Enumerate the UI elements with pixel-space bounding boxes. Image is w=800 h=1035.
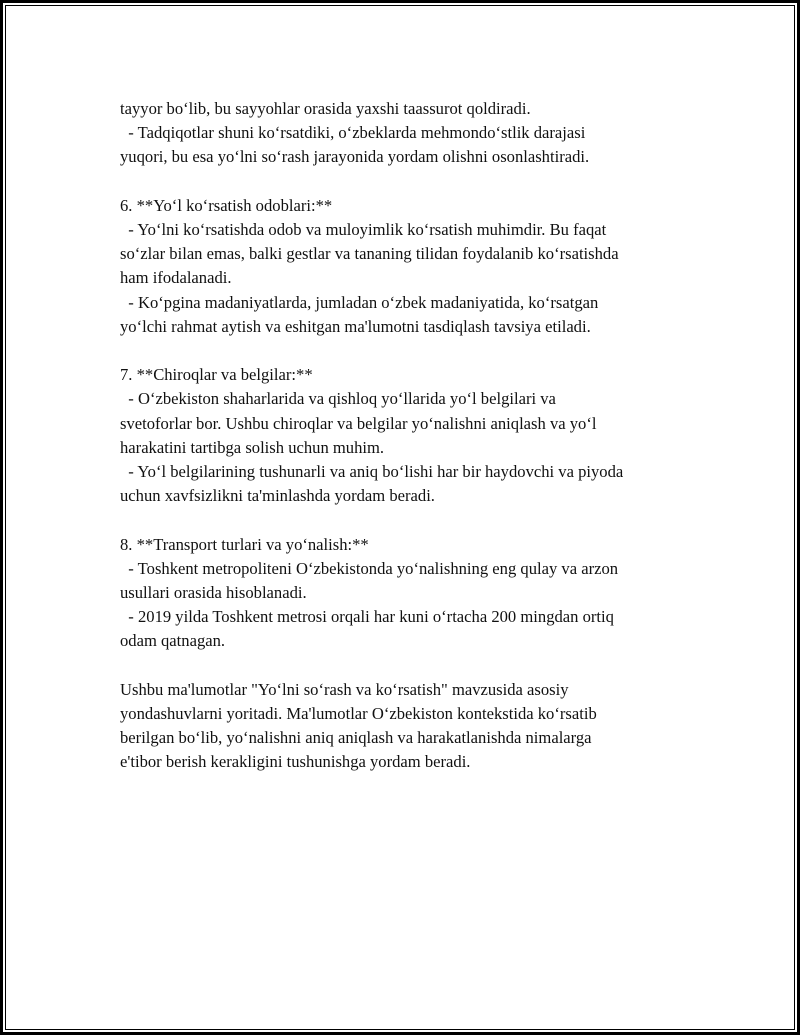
text-line: Ushbu ma'lumotlar "Yo‘lni so‘rash va ko‘rsatish" mavzusida asosiy	[120, 679, 569, 699]
text-line: tayyor bo‘lib, bu sayyohlar orasida yaxshi taassurot qoldiradi.	[120, 99, 531, 118]
document-body	[120, 97, 720, 775]
intro-paragraph	[120, 97, 720, 170]
paragraph-gap	[120, 508, 720, 532]
text-line: yondashuvlarni yoritadi. Ma'lumotlar O‘zbekiston kontekstida ko‘rsatib	[120, 704, 597, 724]
text-line: - Ko‘pgina madaniyatlarda, jumladan o‘zbek madaniyatida, ko‘rsatgan	[120, 292, 599, 312]
paragraph-gap	[120, 170, 720, 194]
conclusion-paragraph	[120, 678, 720, 775]
text-line: - 2019 yilda Toshkent metrosi orqali har kuni o‘rtacha 200 mingdan ortiq	[120, 607, 614, 627]
text-line: - Yo‘l belgilarining tushunarli va aniq bo‘lishi har bir haydovchi va piyoda	[120, 462, 624, 482]
text-line: yuqori, bu esa yo‘lni so‘rash jarayonida yordam olishni osonlashtiradi.	[120, 147, 590, 167]
text-line: uchun xavfsizlikni ta'minlashda yordam beradi.	[120, 486, 435, 506]
text-line: berilgan bo‘lib, yo‘nalishni aniq aniqlash va harakatlanishda nimalarga	[120, 728, 592, 748]
section-7	[120, 363, 720, 508]
section-heading: 8. **Transport turlari va yo‘nalish:**	[120, 534, 369, 554]
text-line: ham ifodalanadi.	[120, 268, 232, 288]
text-line: - O‘zbekiston shaharlarida va qishloq yo‘llarida yo‘l belgilari va	[120, 389, 556, 409]
section-8	[120, 533, 720, 654]
paragraph-gap	[120, 339, 720, 363]
text-line: odam qatnagan.	[120, 631, 226, 651]
section-heading: 7. **Chiroqlar va belgilar:**	[120, 365, 313, 385]
text-line: so‘zlar bilan emas, balki gestlar va tananing tilidan foydalanib ko‘rsatishda	[120, 244, 619, 264]
text-line: - Yo‘lni ko‘rsatishda odob va muloyimlik ko‘rsatish muhimdir. Bu faqat	[120, 220, 607, 239]
text-line: - Tadqiqotlar shuni ko‘rsatdiki, o‘zbeklarda mehmondo‘stlik darajasi	[120, 123, 586, 143]
section-6	[120, 194, 720, 339]
text-line: - Toshkent metropoliteni O‘zbekistonda yo‘nalishning eng qulay va arzon	[120, 558, 619, 578]
text-line: yo‘lchi rahmat aytish va eshitgan ma'lumotni tasdiqlash tavsiya etiladi.	[120, 316, 591, 336]
text-line: usullari orasida hisoblanadi.	[120, 583, 307, 603]
section-heading: 6. **Yo‘l ko‘rsatish odoblari:**	[120, 195, 333, 215]
text-line: e'tibor berish kerakligini tushunishga yordam beradi.	[120, 752, 471, 772]
paragraph-gap	[120, 654, 720, 678]
text-line: svetoforlar bor. Ushbu chiroqlar va belgilar yo‘nalishni aniqlash va yo‘l	[120, 413, 597, 433]
text-line: harakatini tartibga solish uchun muhim.	[120, 437, 385, 457]
